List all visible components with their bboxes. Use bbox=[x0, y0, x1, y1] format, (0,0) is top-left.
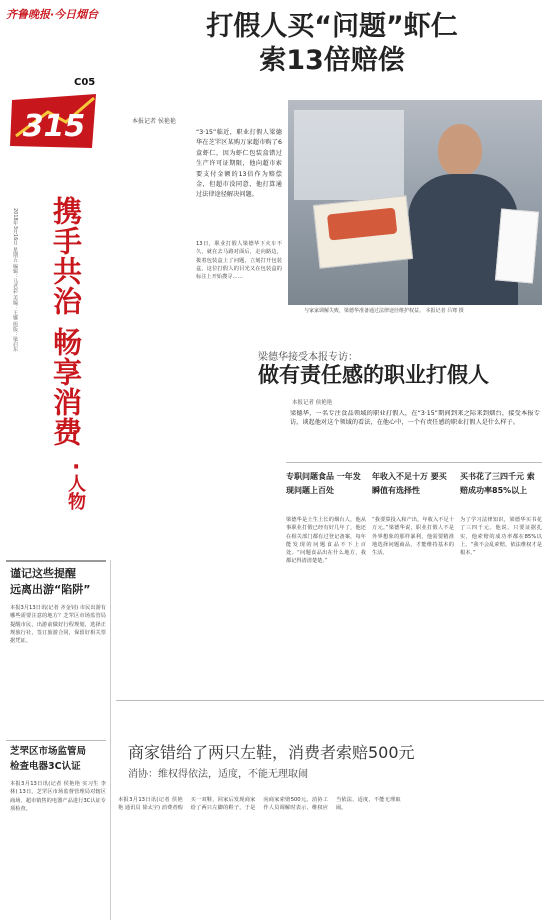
left-text-2: 本报3月13日讯(记者 侯艳艳 实习生 李林) 13日，芝罘区市场监督管理局对辖区商场、超市销售的电器产品进行3C认证专项检查。 bbox=[10, 781, 106, 812]
left-headline-2a: 芝罘区市场监管局 bbox=[10, 746, 87, 757]
article-1-lead: “3·15”临近，职业打假人梁德华在芝罘区某购万家超市购了6盒虾仁，因为虾仁包装盒错过生产许可证期限，他向超市索要支付金额的13倍作为赔偿金，但超市没同意，他打算通过法律途径解决问题。 bbox=[196, 129, 282, 199]
article-2-byline: 本报记者 侯艳艳 bbox=[292, 400, 333, 406]
315-badge-icon bbox=[8, 92, 100, 152]
page-code: C05 bbox=[74, 77, 96, 88]
left-text-1: 本报3月13日讯(记者 齐金钊) 市民出游有哪些需要注意的地方？芝罘区市场监管局提醒市民，出游前做好行程规划，选择正规旅行社，签订旅游合同，保留好相关票据凭证。 bbox=[10, 605, 106, 645]
article-3-headline: 商家错给了两只左鞋，消费者索赔500元 bbox=[128, 743, 415, 762]
col-3-head: 买书花了三四千元 索赔成功率85%以上 bbox=[460, 472, 535, 495]
col-1-head: 专职问题食品 一年发现问题上百处 bbox=[286, 472, 361, 495]
document-sheet bbox=[495, 208, 539, 283]
headline-line-2: 索13倍赔偿 bbox=[259, 45, 405, 76]
article-1-photo bbox=[288, 100, 542, 305]
slogan-dot: · bbox=[72, 455, 81, 480]
col-2-head: 年收入不足十万 要买瞬值有选择性 bbox=[372, 472, 447, 495]
left-headline-1 bbox=[10, 566, 108, 598]
col-2-text: “我要算投入和产出，年收入不足十万元。”梁德华说，职业打假人不是外界想象的那样暴利，他需要精准地选择问题商品，才能维持基本的生活。 bbox=[372, 517, 454, 557]
slogan: 携手共治 畅享消费 bbox=[49, 196, 83, 448]
article-1-headline bbox=[122, 10, 542, 78]
left-headline-2b: 检查电器3C认证 bbox=[10, 761, 81, 772]
article-2-lead: 梁德华，一名专注食品领域的职业打假人，在“3·15”期间到来之际来到烟台，接受本报专访，谈起他对这个领域的看法，在他心中，一个有责任感的职业打假人是什么样子。 bbox=[290, 410, 540, 426]
photo-caption: 与家家调解失败，梁德华准备通过法律途径维护权益。 本报记者 吕骞 摄 bbox=[304, 308, 464, 314]
article-3-subhead: 消协：维权得依法，适度，不能无理取闹 bbox=[128, 769, 308, 780]
person-figure bbox=[438, 124, 482, 176]
article-1-body: 13日，职业打假人梁德华下火车不久，就在去马路对面后，走向路边，拨着包装盒上了问题，立刻打开包装盒，这位打假人的目光又在包装盒的标注上开始搜寻…… bbox=[196, 241, 282, 281]
product-box bbox=[313, 195, 413, 268]
article-3-body bbox=[118, 796, 546, 918]
newspaper-logo: 齐鲁晚报·今日烟台 bbox=[6, 8, 99, 21]
article-3-text: 本报3月13日讯(记者 侯艳艳 通讯员 徐太宇) 消费者购买一双鞋，回家后发现商家给了两只左脚的鞋子，于是向商家索赔500元。消协工作人员调解时表示，维权应当依法、适度，不能无理取闹。 bbox=[118, 797, 401, 812]
article-1-byline: 本报记者 侯艳艳 bbox=[132, 118, 176, 125]
left-headline-1b: 远离出游“陷阱” bbox=[10, 583, 91, 596]
badge-number: 315 bbox=[22, 109, 86, 144]
left-headline-1a: 谨记这些提醒 bbox=[10, 567, 76, 580]
col-3-text: 为了学习法律知识，梁德华买书花了三四千元。他说，只要证据扎实，他索赔的成功率都在85%以上，“我不会乱索赔，依法维权才是根本。” bbox=[460, 517, 542, 557]
section-label: 人物 bbox=[65, 474, 86, 510]
article-2-headline: 做有责任感的职业打假人 bbox=[258, 363, 489, 387]
headline-line-1: 打假人买“问题”虾仁 bbox=[206, 11, 458, 42]
col-1-text: 梁德华是土生土长的烟台人，他从事职业打假已经有好几年了，他还在相关部门都有过登记备案，每年能发现的问题食品不下上百处。“问题食品出在什么地方，我都记得清清楚楚。” bbox=[286, 517, 366, 565]
left-headline-2 bbox=[10, 744, 108, 774]
article-2-kicker: 梁德华接受本报专访： bbox=[258, 352, 358, 363]
issue-meta: 2018年3月16日 星期五 编辑：马君彩 美编：王娜 组版：梁启东 bbox=[12, 208, 18, 352]
